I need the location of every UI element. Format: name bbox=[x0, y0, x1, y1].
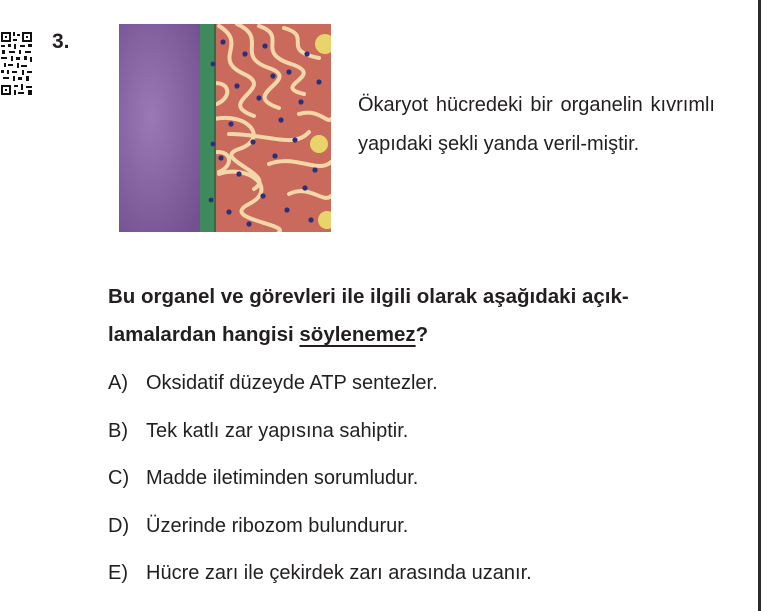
option-a[interactable] bbox=[108, 367, 532, 415]
option-letter: D) bbox=[108, 514, 130, 537]
answer-options bbox=[108, 367, 532, 605]
question-number: 3. bbox=[52, 30, 70, 53]
question-prompt-end: ? bbox=[415, 323, 429, 346]
question-prompt-text: Bu organel ve görevleri ile ilgili olarak aşağıdaki açık-lamalardan hangisi bbox=[108, 285, 629, 346]
option-text: Oksidatif düzeyde ATP sentezler. bbox=[146, 372, 438, 394]
option-text: Tek katlı zar yapısına sahiptir. bbox=[146, 419, 409, 442]
option-text: Madde iletiminden sorumludur. bbox=[146, 467, 419, 489]
option-e[interactable] bbox=[108, 557, 532, 605]
option-text: Üzerinde ribozom bulundurur. bbox=[146, 514, 409, 537]
question-prompt bbox=[108, 278, 716, 354]
question-prompt-underlined: söylenemez bbox=[299, 323, 416, 346]
option-letter: A) bbox=[108, 372, 128, 394]
endoplasmic-reticulum-illustration bbox=[119, 24, 331, 232]
option-text: Hücre zarı ile çekirdek zarı arasında uzanır. bbox=[146, 562, 532, 584]
qr-code-icon bbox=[0, 30, 34, 100]
option-c[interactable] bbox=[108, 462, 532, 510]
question-stem: Ökaryot hücredeki bir organelin kıvrımlı yapıdaki şekli yanda veril-miştir. bbox=[358, 94, 715, 155]
option-letter: B) bbox=[108, 419, 128, 442]
option-letter: C) bbox=[108, 467, 130, 489]
page-edge-rule bbox=[758, 0, 761, 611]
option-d[interactable] bbox=[108, 510, 532, 558]
option-b[interactable] bbox=[108, 415, 532, 463]
option-letter: E) bbox=[108, 562, 128, 584]
